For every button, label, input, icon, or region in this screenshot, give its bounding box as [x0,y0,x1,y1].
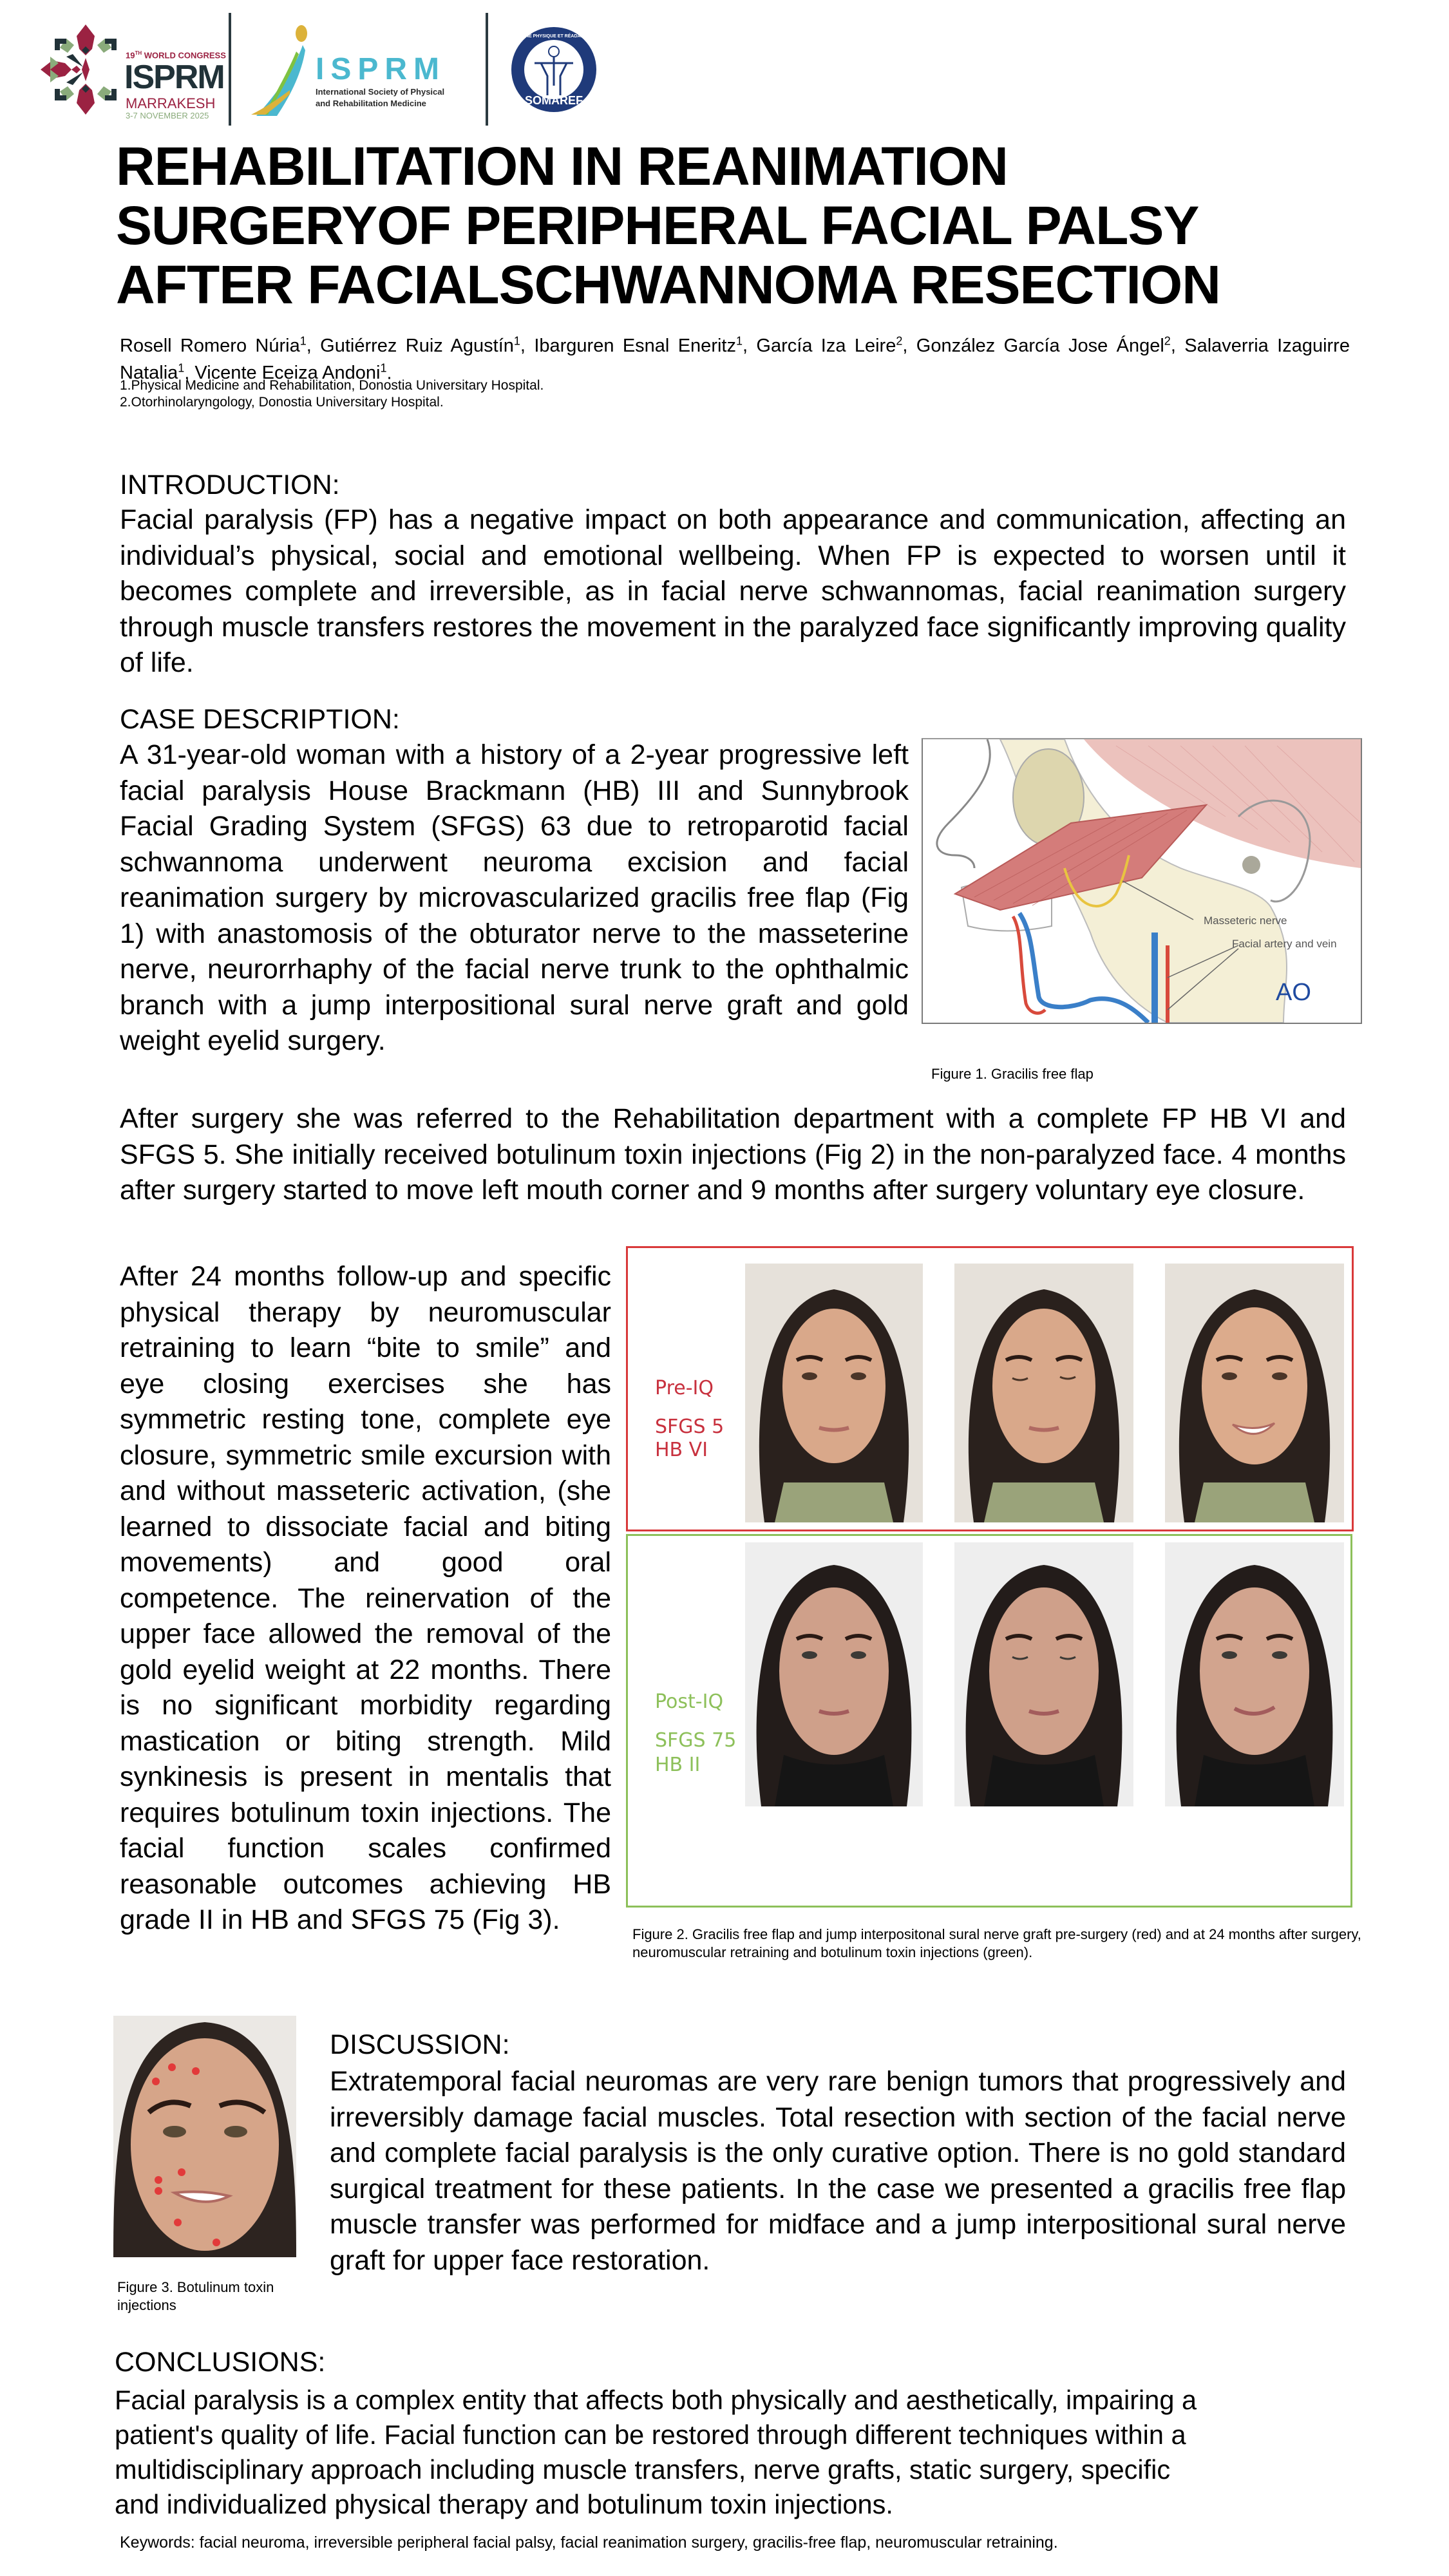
pre-photo-smile [1165,1264,1344,1522]
congress-dates: 3-7 NOVEMBER 2025 [126,111,209,120]
figure-2-post-surgery-panel [626,1534,1352,1908]
isprm-name-line1: International Society of Physical [316,87,445,97]
conclusions-line: and individualized physical therapy and botulinum toxin injections. [115,2489,893,2519]
isprm-name-line2: and Rehabilitation Medicine [316,99,426,108]
pre-sfgs-score: SFGS 5 [655,1416,724,1438]
isprm-congress-logo [29,12,226,128]
logo-divider [229,13,231,126]
conclusions-heading: CONCLUSIONS: [115,2347,326,2378]
svg-text:SOMAREF: SOMAREF [525,94,583,107]
pre-iq-label: Pre-IQ [655,1377,714,1399]
somaref-seal-icon [509,24,599,115]
introduction-heading: INTRODUCTION: [120,469,340,500]
conclusions-text [115,2383,1338,2522]
pre-photo-rest [745,1264,923,1522]
conclusions-line: patient's quality of life. Facial function can be restored through different techniques within a [115,2420,1186,2450]
discussion-heading: DISCUSSION: [330,2029,510,2060]
post-iq-label: Post-IQ [655,1690,724,1713]
figure-3-photo [113,2016,296,2257]
face-photo-icon [1165,1264,1344,1522]
post-hb-grade: HB II [655,1754,701,1776]
author: Salaverria Izaguirre Natalia$^1$ [120,335,1350,384]
post-sfgs-score: SFGS 75 [655,1729,737,1752]
title-line-3: AFTER FACIALSCHWANNOMA RESECTION [116,254,1220,315]
case-text-3: After 24 months follow-up and specific physical therapy by neuromuscular retraining to learn “bite to smile” and eye closing exercises she has symmetric resting tone, complete eye closure, symmetric smile excursion with and without masseteric activation, (she learned to dissociate facial and biting movements) and good oral competence. The reinervation of the upper face allowed the removal of the gold eyelid weight at 22 months. There is no significant morbidity regarding mastication or biting strength. Mild synkinesis is present in mentalis that requires botulinum toxin injections. The facial function scales confirmed reasonable outcomes achieving HB grade II in HB and SFGS 75 (Fig 3). [120,1261,611,1935]
discussion-text: Extratemporal facial neuromas are very rare benign tumors that progressively and irreversibly damage facial muscles. Total resection with section of the facial nerve and complete facial paralysis is the only curative option. There is no gold standard surgical treatment for these patients. In the case we presented a gracilis free flap muscle transfer was performed for midface and a jump interpositional sural nerve graft for upper face restoration. [330,2066,1346,2276]
face-photo-injection-points-icon [113,2016,296,2257]
case-text-2: After surgery she was referred to the Rehabilitation department with a complete FP HB VI and SFGS 5. She initially received botulinum toxin injections (Fig 2) in the non-paralyzed face. 4 months after surgery started to move left mouth corner and 9 months after surgery voluntary eye closure. [120,1103,1346,1206]
author: Rosell Romero Núria$^1$ [120,334,307,356]
post-photo-smile [1165,1542,1344,1806]
logo-divider [486,13,488,126]
post-photo-eye-closure [954,1542,1133,1806]
isprm-society-logo [251,19,470,116]
author: Ibarguren Esnal Eneritz$^1$ [534,334,743,356]
introduction-text: Facial paralysis (FP) has a negative impact on both appearance and communication, affecting an individual’s physical, social and emotional wellbeing. When FP is expected to worsen until it becomes complete and irreversible, as in facial nerve schwannomas, facial reanimation surgery through muscle transfers restores the movement in the paralyzed face significantly improving quality of life. [120,504,1346,678]
label-masseteric-nerve: Masseteric nerve [1204,914,1287,927]
face-photo-icon [745,1542,923,1806]
post-photo-rest [745,1542,923,1806]
keywords: Keywords: facial neuroma, irreversible peripheral facial palsy, facial reanimation surgery, gracilis-free flap, neuromuscular retraining. [120,2533,1058,2552]
author: García Iza Leire$^2$ [756,334,903,356]
ao-mark: AO [1276,979,1311,1006]
conclusions-line: multidisciplinary approach including muscle transfers, nerve grafts, static surgery, specific [115,2454,1171,2485]
author: Gutiérrez Ruiz Agustín$^1$ [320,334,520,356]
author: Vicente Eceiza Andoni$^1$ [194,361,387,384]
face-photo-icon [1165,1542,1344,1806]
figure-3-caption: Figure 3. Botulinum toxin injections [117,2279,274,2313]
congress-edition: 19TH WORLD CONGRESS [126,50,226,61]
label-facial-artery-vein: Facial artery and vein [1232,938,1337,950]
figure-2-pre-surgery-panel [626,1246,1354,1531]
figure-2-caption: Figure 2. Gracilis free flap and jump interpositonal sural nerve graft pre-surgery (red) and at 24 months after surgery, neuromuscular retraining and botulinum toxin injections (green). [632,1926,1361,1960]
pre-photo-eye-closure [954,1264,1133,1522]
conclusions-line: Facial paralysis is a complex entity that affects both physically and aesthetically, impairing a [115,2385,1197,2415]
figure-1-caption: Figure 1. Gracilis free flap [931,1066,1094,1082]
case-text-1: A 31-year-old woman with a history of a 2-year progressive left facial paralysis House Brackmann (HB) III and Sunnybrook Facial Grading System (SFGS) 63 due to retroparotid facial schwannoma underwent neuroma excision and facial reanimation surgery by microvascularized gracilis free flap (Fig 1) with anastomosis of the obturator nerve to the masseterine nerve, neurorrhaphy of the facial nerve trunk to the ophthalmic branch with a jump interpositional sural nerve graft and gold weight eyelid surgery. [120,739,909,1056]
face-photo-icon [954,1264,1133,1522]
face-photo-icon [954,1542,1133,1806]
figure-1-illustration [922,738,1362,1024]
affiliation-1: 1.Physical Medicine and Rehabilitation, Donostia Universitary Hospital. [120,378,544,393]
face-photo-icon [745,1264,923,1522]
isprm-figure-icon [251,19,309,116]
somaref-logo [509,24,599,115]
pre-hb-grade: HB VI [655,1439,708,1461]
svg-text:MÉDECINE PHYSIQUE ET RÉADAPTAT: MÉDECINE PHYSIQUE ET RÉADAPTATION [509,34,599,39]
case-heading: CASE DESCRIPTION: [120,704,400,735]
isprm-brand: ISPRM [316,52,446,86]
author: González García Jose Ángel$^2$ [916,334,1171,356]
affiliation-2: 2.Otorhinolaryngology, Donostia Universitary Hospital. [120,395,444,410]
author-list: Rosell Romero Núria$^1$, Gutiérrez Ruiz Agustín$^1$, Ibarguren Esnal Eneritz$^1$, García Iza Leire$^2$, González García Jose Ángel$^2$, Salaverria Izaguirre Natalia$^1$, Vicente Eceiza Andoni$^1$. [120,334,1350,384]
poster-title [116,137,1340,314]
congress-city: MARRAKESH [126,95,216,111]
title-line-1: REHABILITATION IN REANIMATION [116,136,1008,196]
congress-brand: ISPRM [124,59,224,96]
title-line-2: SURGERYOF PERIPHERAL FACIAL PALSY [116,195,1199,256]
